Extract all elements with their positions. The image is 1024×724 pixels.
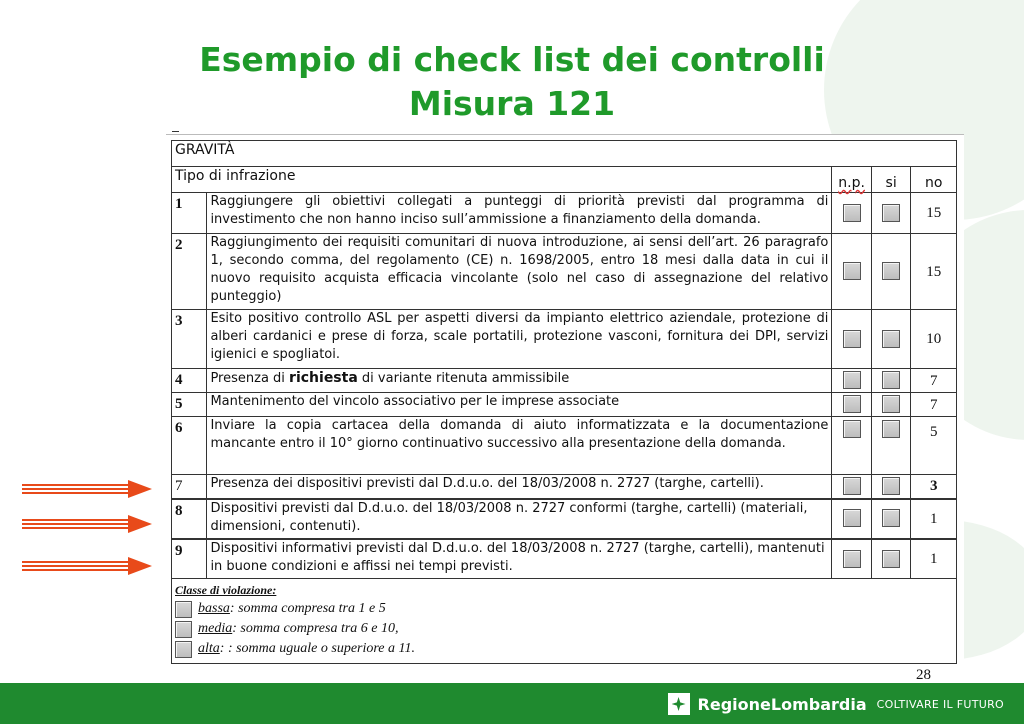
- slide-title-line2: Misura 121: [408, 84, 616, 123]
- row-number: 5: [172, 393, 207, 417]
- row-score: 5: [911, 417, 957, 475]
- si-checkbox[interactable]: [882, 262, 900, 280]
- np-cell: [832, 310, 872, 369]
- table-section-header-row: [172, 141, 957, 167]
- legend-label: alta: [198, 641, 220, 656]
- si-checkbox[interactable]: [882, 371, 900, 389]
- arrow-icon: [22, 515, 152, 533]
- row-number: 9: [172, 539, 207, 579]
- np-cell: [832, 539, 872, 579]
- si-cell: [871, 499, 911, 539]
- legend-item: [175, 639, 953, 659]
- legend-title: Classe di violazione:: [175, 583, 277, 597]
- column-header-si: si: [871, 167, 911, 193]
- legend-checkbox[interactable]: [175, 621, 192, 638]
- np-cell: [832, 417, 872, 475]
- table-row: [172, 369, 957, 393]
- checklist-table: [171, 140, 957, 664]
- row-score: 1: [911, 539, 957, 579]
- violation-class-legend: [172, 579, 957, 664]
- np-cell: [832, 234, 872, 310]
- table-row: [172, 193, 957, 234]
- si-cell: [871, 234, 911, 310]
- legend-item: [175, 619, 953, 639]
- row-number: 4: [172, 369, 207, 393]
- row-number: 8: [172, 499, 207, 539]
- row-number: 3: [172, 310, 207, 369]
- regione-lombardia-logo-icon: [668, 693, 690, 715]
- section-header: GRAVITÀ: [172, 141, 957, 167]
- legend-label: bassa: [198, 601, 230, 616]
- row-number: 1: [172, 193, 207, 234]
- checklist-document: [166, 134, 964, 662]
- si-checkbox[interactable]: [882, 509, 900, 527]
- table-row: [172, 417, 957, 475]
- row-score: 1: [911, 499, 957, 539]
- table-row: [172, 310, 957, 369]
- row-score: 7: [911, 369, 957, 393]
- np-checkbox[interactable]: [843, 509, 861, 527]
- table-row: [172, 393, 957, 417]
- si-cell: [871, 310, 911, 369]
- table-row: [172, 234, 957, 310]
- row-description: Raggiungere gli obiettivi collegati a punteggi di priorità previsti dal programma di investimento che non hanno inciso sull’ammissione a finanziamento della domanda.: [207, 193, 832, 234]
- si-cell: [871, 475, 911, 499]
- row-description: Inviare la copia cartacea della domanda di aiuto informatizzata e la documentazione mancante entro il 10° giorno continuativo successivo alla presentazione della domanda.: [207, 417, 832, 475]
- table-row: [172, 475, 957, 499]
- arrow-icon: [22, 557, 152, 575]
- si-cell: [871, 369, 911, 393]
- table-row: [172, 539, 957, 579]
- si-checkbox[interactable]: [882, 420, 900, 438]
- page-number: 28: [916, 667, 931, 683]
- brand-tagline: COLTIVARE IL FUTURO: [876, 697, 1004, 711]
- row-description: Mantenimento del vincolo associativo per le imprese associate: [207, 393, 832, 417]
- row-description: Esito positivo controllo ASL per aspetti diversi da impianto elettrico aziendale, protezione di alberi cardanici e prese di forza, scale portatili, protezione vasconi, fornitura dei DPI, servizi igienici e spogliatoi.: [207, 310, 832, 369]
- legend-text: : somma compresa tra 1 e 5: [229, 601, 386, 616]
- si-checkbox[interactable]: [882, 330, 900, 348]
- si-checkbox[interactable]: [882, 550, 900, 568]
- np-cell: [832, 193, 872, 234]
- legend-checkbox[interactable]: [175, 641, 192, 658]
- row-description: Raggiungimento dei requisiti comunitari di nuova introduzione, ai sensi dell’art. 26 paragrafo 1, secondo comma, del regolamento (CE) n. 1698/2005, entro 18 mesi dalla data in cui il nuovo requisito acquista efficacia vincolante (solo nel caso di assegnazione del relativo punteggio): [207, 234, 832, 310]
- np-checkbox[interactable]: [843, 371, 861, 389]
- slide-title-line1: Esempio di check list dei controlli: [199, 40, 825, 79]
- brand-name: RegioneLombardia: [697, 694, 867, 714]
- row-number: 7: [172, 475, 207, 499]
- divider: [166, 134, 964, 135]
- row-score: 7: [911, 393, 957, 417]
- footer-bar: [0, 683, 1024, 724]
- row-score: 10: [911, 310, 957, 369]
- legend-row: [172, 579, 957, 664]
- np-cell: [832, 393, 872, 417]
- row-number: 6: [172, 417, 207, 475]
- row-score: 3: [911, 475, 957, 499]
- np-checkbox[interactable]: [843, 550, 861, 568]
- table-header-row: [172, 167, 957, 193]
- row-score: 15: [911, 193, 957, 234]
- np-checkbox[interactable]: [843, 330, 861, 348]
- row-description: Dispositivi previsti dal D.d.u.o. del 18/03/2008 n. 2727 conformi (targhe, cartelli) (materiali, dimensioni, contenuti).: [207, 499, 832, 539]
- legend-checkbox[interactable]: [175, 601, 192, 618]
- legend-text: : : somma uguale o superiore a 11.: [219, 641, 415, 656]
- si-checkbox[interactable]: [882, 204, 900, 222]
- legend-item: [175, 599, 953, 619]
- brand: [668, 693, 1004, 715]
- si-cell: [871, 393, 911, 417]
- divider: [172, 131, 179, 132]
- slide-title: [0, 38, 1024, 126]
- column-header-np: n.p.: [832, 167, 872, 193]
- row-description: Presenza dei dispositivi previsti dal D.d.u.o. del 18/03/2008 n. 2727 (targhe, cartelli).: [207, 475, 832, 499]
- si-cell: [871, 193, 911, 234]
- column-header-infraction: Tipo di infrazione: [172, 167, 832, 193]
- np-checkbox[interactable]: [843, 395, 861, 413]
- arrow-icon: [22, 480, 152, 498]
- np-checkbox[interactable]: [843, 262, 861, 280]
- row-score: 15: [911, 234, 957, 310]
- column-header-no: no: [911, 167, 957, 193]
- legend-label: media: [198, 621, 233, 636]
- si-checkbox[interactable]: [882, 395, 900, 413]
- np-checkbox[interactable]: [843, 420, 861, 438]
- np-checkbox[interactable]: [843, 477, 861, 495]
- np-cell: [832, 369, 872, 393]
- table-row: [172, 499, 957, 539]
- si-checkbox[interactable]: [882, 477, 900, 495]
- row-number: 2: [172, 234, 207, 310]
- si-cell: [871, 539, 911, 579]
- np-cell: [832, 475, 872, 499]
- si-cell: [871, 417, 911, 475]
- row-description: Presenza di richiesta di variante ritenuta ammissibile: [207, 369, 832, 393]
- np-checkbox[interactable]: [843, 204, 861, 222]
- row-description: Dispositivi informativi previsti dal D.d.u.o. del 18/03/2008 n. 2727 (targhe, cartelli), mantenuti in buone condizioni e affissi nei tempi previsti.: [207, 539, 832, 579]
- np-cell: [832, 499, 872, 539]
- legend-text: : somma compresa tra 6 e 10,: [232, 621, 399, 636]
